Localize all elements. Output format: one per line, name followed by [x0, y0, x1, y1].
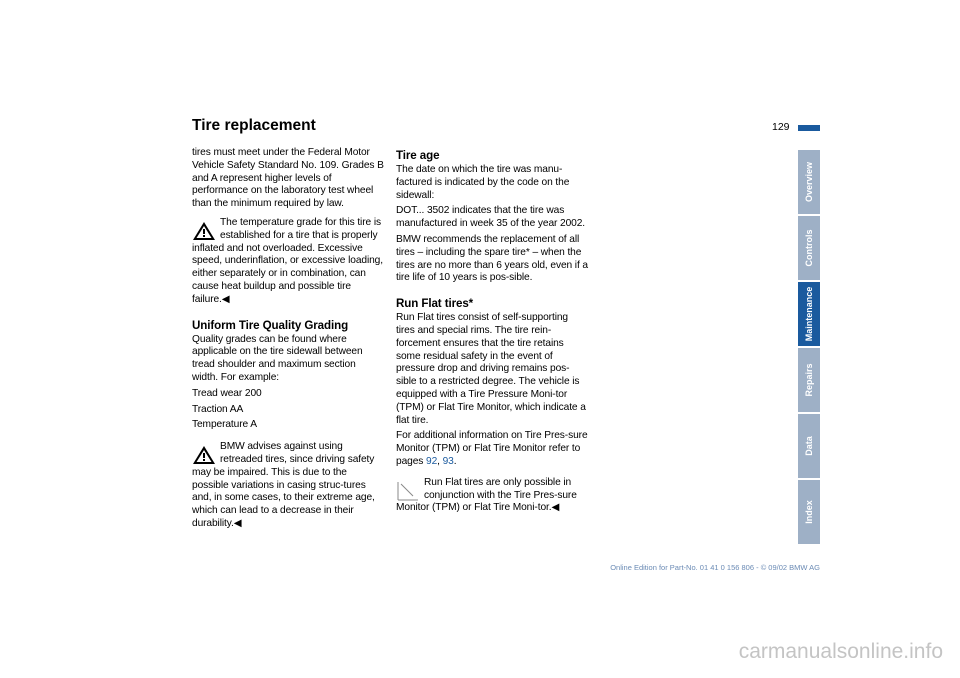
- section-heading-run-flat: Run Flat tires*: [396, 297, 474, 311]
- list-item: Temperature A: [192, 419, 257, 431]
- tire-age-paragraph: The date on which the tire was manu-factured is indicated by the code on the sidewall:: [396, 164, 570, 201]
- page-title: Tire replacement: [192, 117, 316, 134]
- side-tab-label: Index: [804, 500, 814, 524]
- side-tab-label: Repairs: [804, 363, 814, 397]
- list-item: Tread wear 200: [192, 387, 262, 399]
- tpm-reference-paragraph: [396, 430, 588, 468]
- side-tab-label: Controls: [804, 229, 814, 267]
- warning-triangle-icon: [192, 220, 216, 242]
- run-flat-paragraph: Run Flat tires consist of self-supporting tires and special rims. The tire rein-forcement ensures that the tire retains some residual safety in the event of pressure drop and driving remains pos-sible to a restricted degree. The vehicle is equipped with a Tire Pressure Moni-tor (TPM) or Flat Tire Monitor, which indicate a flat tire.: [396, 312, 586, 426]
- replacement-paragraph: BMW recommends the replacement of all tires – including the spare tire* – when the tires are no more than 6 years old, even if a tire life of 10 years is pos-sible.: [396, 233, 588, 284]
- page-link-93[interactable]: 93: [442, 455, 454, 467]
- tpm-reference-text: For additional information on Tire Pres-sure Monitor (TPM) or Flat Tire Monitor refer to pages: [396, 430, 588, 467]
- side-tab-label: Data: [804, 436, 814, 456]
- page-ref-separator: ,: [437, 455, 443, 467]
- side-tab-label: Maintenance: [804, 286, 814, 342]
- intro-paragraph: tires must meet under the Federal Motor Vehicle Safety Standard No. 109. Grades B and A represent higher levels of performance on the laboratory test wheel than the minimum required by law.: [192, 147, 384, 210]
- list-item: Traction AA: [192, 403, 244, 415]
- warning-note-text: The temperature grade for this tire is established for a tire that is properly inflated and not overloaded. Excessive speed, underinflation, or excessive loading, either separately or in combination, can cause heat buildup and possible tire failure.◀: [192, 216, 383, 305]
- info-note-run-flat: [396, 477, 588, 515]
- side-tab-data[interactable]: [798, 414, 820, 478]
- page-link-92[interactable]: 92: [426, 455, 438, 467]
- left-column: [192, 147, 384, 534]
- side-tab-controls[interactable]: [798, 216, 820, 280]
- side-tab-nav: [798, 150, 820, 546]
- side-tab-index[interactable]: [798, 480, 820, 544]
- info-note-text: Run Flat tires are only possible in conjunction with the Tire Pres-sure Monitor (TPM) or Flat Tire Moni-tor.◀: [396, 476, 577, 514]
- right-column: [396, 148, 588, 518]
- warning-note-retreaded: [192, 441, 384, 531]
- page-number-bar: [798, 125, 820, 131]
- dot-code-paragraph: DOT... 3502 indicates that the tire was manufactured in week 35 of the year 2002.: [396, 205, 586, 230]
- side-tab-overview[interactable]: [798, 150, 820, 214]
- section-heading-uniform-grading: Uniform Tire Quality Grading: [192, 318, 349, 332]
- section-heading-tire-age: Tire age: [396, 149, 440, 162]
- page-number: 129: [772, 121, 790, 133]
- note-pencil-icon: [396, 480, 420, 502]
- page-ref-suffix: .: [453, 455, 457, 467]
- side-tab-label: Overview: [804, 161, 814, 203]
- side-tab-maintenance[interactable]: [798, 282, 820, 346]
- watermark: carmanualsonline.info: [738, 640, 943, 663]
- warning-note-text: BMW advises against using retreaded tires, since driving safety may be impaired. This is due to the possible variations in casing struc-tures and, in some cases, to their extreme age, which can lead to a decrease in their durability.◀: [192, 441, 375, 529]
- warning-triangle-icon: [192, 444, 216, 466]
- side-tab-repairs[interactable]: [798, 348, 820, 412]
- warning-note-temperature: [192, 217, 384, 307]
- footer-edition-note: Online Edition for Part-No. 01 41 0 156 806 - © 09/02 BMW AG: [610, 563, 820, 572]
- grading-paragraph: Quality grades can be found where applicable on the tire sidewall between tread shoulder and maximum section width. For example:: [192, 333, 363, 383]
